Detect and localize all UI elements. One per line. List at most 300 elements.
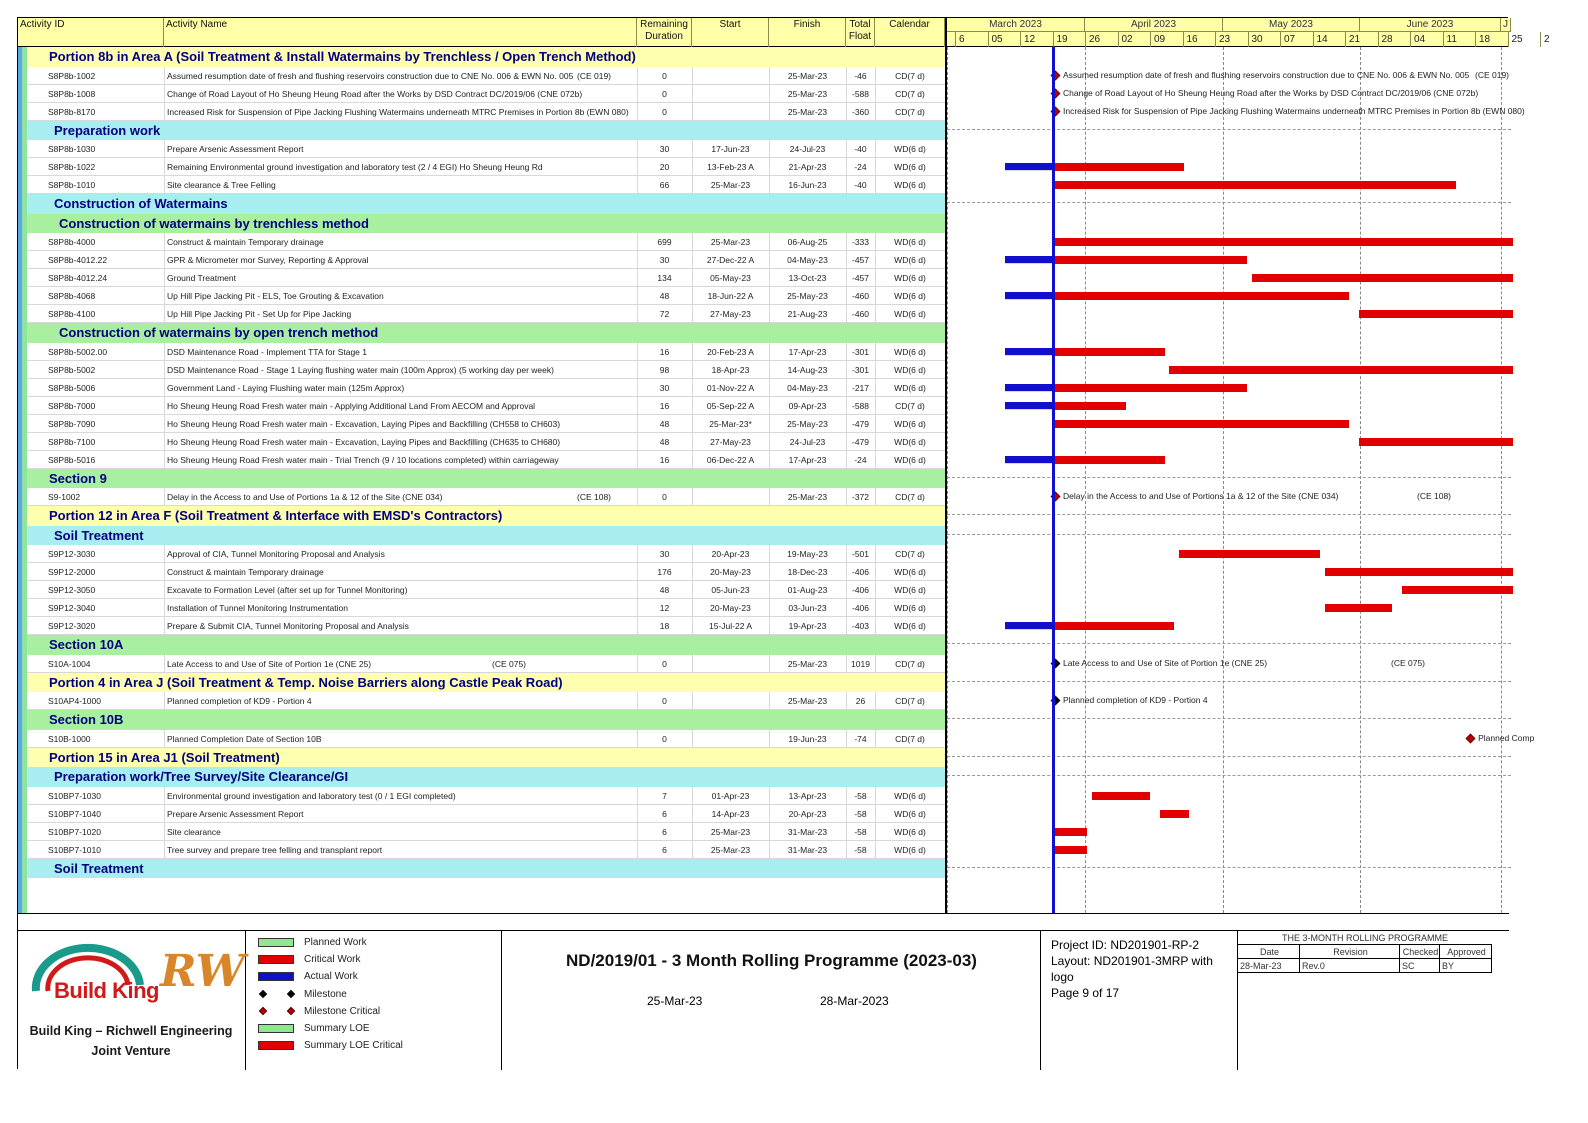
column-separator (769, 451, 770, 469)
column-separator (846, 730, 847, 748)
calendar-cell: WD(6 d) (894, 454, 926, 465)
table-row[interactable] (27, 287, 945, 305)
legend-box (246, 931, 502, 1070)
logo-mark: RW (160, 946, 246, 997)
legend-diamond-icon (259, 989, 267, 997)
activity-name-cell: Installation of Tunnel Monitoring Instrumentation (167, 603, 348, 613)
programme-title: ND/2019/01 - 3 Month Rolling Programme (2023-03) (566, 951, 977, 970)
calendar-cell: WD(6 d) (894, 346, 926, 357)
activity-id-cell: S8P8b-4012.22 (48, 255, 108, 265)
finish-date-cell: 25-Mar-23 (787, 696, 828, 706)
timeline-day-label: 28 (1381, 34, 1393, 45)
column-separator (846, 176, 847, 194)
activity-id-cell: S8P8b-5002 (48, 364, 96, 375)
critical-work-bar[interactable] (1252, 274, 1513, 282)
timeline-day-label: 18 (1479, 34, 1491, 45)
table-row[interactable] (27, 655, 945, 673)
start-date-cell: 27-May-23 (710, 436, 751, 447)
critical-work-bar[interactable] (1053, 402, 1126, 410)
total-float-cell: -479 (851, 436, 869, 447)
legend-label: Milestone Critical (304, 1005, 381, 1017)
table-row[interactable] (27, 103, 945, 121)
actual-work-bar[interactable] (1005, 456, 1054, 464)
column-separator (164, 563, 165, 581)
wbs-group-header[interactable]: Portion 12 in Area F (Soil Treatment & Interface with EMSD's Contractors) (27, 506, 945, 526)
timeline-day-tick (1183, 32, 1184, 47)
column-separator (164, 269, 165, 287)
timeline-day-tick (1540, 32, 1541, 47)
column-separator (846, 67, 847, 85)
table-row[interactable] (27, 581, 945, 599)
remaining-duration-cell: 6 (662, 808, 667, 819)
column-separator (692, 287, 693, 305)
activity-name-cell: Construct & maintain Temporary drainage (167, 237, 324, 247)
table-row[interactable] (27, 305, 945, 323)
total-float-cell: -588 (851, 400, 869, 411)
column-separator (692, 581, 693, 599)
column-separator (637, 103, 638, 121)
critical-work-bar[interactable] (1053, 256, 1247, 264)
column-separator (164, 581, 165, 599)
wbs-group-header[interactable]: Preparation work/Tree Survey/Site Clearance/GI (27, 767, 945, 787)
calendar-cell: CD(7 d) (895, 88, 925, 99)
column-separator (769, 563, 770, 581)
activity-name-cell: Site clearance (167, 826, 221, 837)
remaining-duration-cell: 98 (659, 364, 670, 375)
wbs-group-header[interactable]: Portion 4 in Area J (Soil Treatment & Temp. Noise Barriers along Castle Peak Road) (27, 673, 945, 693)
header-activity-name[interactable]: Activity Name (164, 18, 637, 47)
table-row[interactable] (27, 85, 945, 103)
calendar-cell: WD(6 d) (894, 826, 926, 837)
column-separator (637, 379, 638, 397)
wbs-group-header[interactable]: Construction of Watermains (27, 194, 945, 214)
timeline-day-label: 2 (1544, 34, 1550, 45)
remaining-duration-cell: 30 (659, 144, 670, 154)
column-separator (637, 176, 638, 194)
column-separator (637, 397, 638, 415)
total-float-cell: -40 (854, 180, 867, 190)
total-float-cell: -301 (851, 346, 869, 357)
critical-work-bar[interactable] (1053, 846, 1087, 854)
column-separator (769, 67, 770, 85)
revision-row (1238, 959, 1492, 973)
critical-work-bar[interactable] (1053, 348, 1165, 356)
total-float-cell: -403 (851, 621, 869, 631)
column-separator (164, 85, 165, 103)
title-box (502, 931, 1041, 1070)
company-line-2: Joint Venture (91, 1044, 171, 1058)
critical-work-bar[interactable] (1053, 384, 1247, 392)
column-separator (164, 103, 165, 121)
title-block (18, 913, 1509, 1070)
column-separator (769, 488, 770, 506)
column-separator (637, 251, 638, 269)
wbs-group-header[interactable]: Portion 15 in Area J1 (Soil Treatment) (27, 748, 945, 768)
column-separator (637, 617, 638, 635)
column-separator (875, 545, 876, 563)
table-row[interactable] (27, 451, 945, 469)
timeline-day-label: 19 (1056, 34, 1068, 45)
timeline-band-line (947, 718, 1511, 719)
timeline-day-label: 23 (1219, 34, 1231, 45)
critical-work-bar[interactable] (1402, 586, 1513, 594)
actual-work-bar[interactable] (1005, 163, 1054, 171)
start-date-cell (692, 85, 769, 103)
activity-id-cell: S8P8b-8170 (48, 106, 96, 117)
table-row[interactable] (27, 692, 945, 710)
calendar-cell: CD(7 d) (895, 492, 925, 502)
start-date-cell: 17-Jun-23 (711, 144, 750, 154)
column-separator (692, 251, 693, 269)
critical-work-bar[interactable] (1053, 181, 1456, 189)
wbs-group-header[interactable]: Soil Treatment (27, 859, 945, 879)
column-separator (769, 823, 770, 841)
table-row[interactable] (27, 379, 945, 397)
timeline-day-label: 25 (1511, 34, 1523, 45)
column-separator (769, 730, 770, 748)
column-separator (692, 85, 693, 103)
calendar-cell: WD(6 d) (894, 603, 926, 613)
timeline-day-label: 16 (1186, 34, 1198, 45)
table-row[interactable] (27, 343, 945, 361)
table-row[interactable] (27, 841, 945, 859)
activity-id-cell: S9-1002 (48, 492, 81, 502)
column-separator (846, 251, 847, 269)
calendar-cell: CD(7 d) (895, 733, 925, 744)
column-separator (846, 488, 847, 506)
finish-date-cell: 17-Apr-23 (788, 346, 827, 357)
timeline-day-tick (1215, 32, 1216, 47)
header-start[interactable]: Start (692, 18, 769, 47)
remaining-duration-cell: 30 (659, 255, 670, 265)
table-row[interactable] (27, 563, 945, 581)
finish-date-cell: 24-Jul-23 (789, 144, 826, 154)
critical-work-bar[interactable] (1359, 310, 1513, 318)
remaining-duration-cell: 20 (659, 162, 670, 172)
start-date-cell (692, 488, 769, 506)
table-row[interactable] (27, 545, 945, 563)
finish-date-cell: 25-Mar-23 (787, 492, 828, 502)
table-row[interactable] (27, 233, 945, 251)
calendar-cell: CD(7 d) (895, 549, 925, 559)
legend-diamond-icon (287, 1007, 295, 1015)
column-separator (846, 433, 847, 451)
table-row[interactable] (27, 599, 945, 617)
calendar-cell: CD(7 d) (895, 70, 925, 81)
column-separator (769, 841, 770, 859)
revision-cell: 28-Mar-23 (1238, 959, 1300, 973)
critical-work-bar[interactable] (1325, 568, 1513, 576)
finish-date-cell: 01-Aug-23 (787, 585, 828, 595)
column-separator (164, 433, 165, 451)
milestone-label: Increased Risk for Suspension of Pipe Jacking Flushing Watermains underneath MTRC Premises in Portion 8b (EWN 080) (1063, 105, 1525, 116)
activity-name-cell: Ground Treatment (167, 273, 236, 283)
calendar-cell: WD(6 d) (894, 844, 926, 855)
timeline-day-tick (1248, 32, 1249, 47)
activity-name-cell: Ho Sheung Heung Road Fresh water main - Excavation, Laying Pipes and Backfilling (CH558 to CH603) (167, 418, 561, 429)
legend-label: Summary LOE (304, 1023, 370, 1034)
column-separator (637, 361, 638, 379)
activity-id-cell: S10BP7-1010 (48, 844, 101, 855)
column-separator (164, 140, 165, 158)
remaining-duration-cell: 0 (662, 492, 667, 502)
column-separator (692, 103, 693, 121)
table-row[interactable] (27, 140, 945, 158)
column-separator (164, 251, 165, 269)
table-row[interactable] (27, 433, 945, 451)
calendar-cell: WD(6 d) (894, 808, 926, 819)
remaining-duration-cell: 0 (662, 658, 667, 669)
timeline-day-tick (1443, 32, 1444, 47)
column-separator (846, 655, 847, 673)
finish-date-cell: 21-Apr-23 (788, 162, 827, 172)
timeline-month-label: June 2023 (1360, 18, 1501, 32)
table-row[interactable] (27, 730, 945, 748)
legend-label: Actual Work (304, 971, 358, 983)
table-row[interactable] (27, 67, 945, 85)
column-separator (769, 397, 770, 415)
column-separator (637, 451, 638, 469)
total-float-cell: 26 (855, 696, 866, 706)
wbs-group-header[interactable]: Portion 8b in Area A (Soil Treatment & Install Watermains by Trenchless / Open Trench Method) (27, 47, 945, 67)
column-separator (692, 379, 693, 397)
critical-work-bar[interactable] (1053, 456, 1165, 464)
start-date-cell: 06-Dec-22 A (706, 454, 755, 465)
start-date-cell: 14-Apr-23 (711, 808, 750, 819)
critical-work-bar[interactable] (1092, 792, 1150, 800)
revision-cell: SC (1400, 959, 1440, 973)
critical-work-bar[interactable] (1179, 550, 1320, 558)
activity-id-cell: S8P8b-5006 (48, 382, 96, 393)
timeline-day-tick (1410, 32, 1411, 47)
critical-work-bar[interactable] (1053, 163, 1184, 171)
column-separator (875, 823, 876, 841)
critical-work-bar[interactable] (1359, 438, 1513, 446)
column-separator (769, 379, 770, 397)
wbs-group-header[interactable]: Section 10A (27, 635, 945, 655)
finish-date-cell: 09-Apr-23 (788, 400, 827, 411)
critical-work-bar[interactable] (1053, 292, 1349, 300)
start-date-cell (692, 103, 769, 121)
timeline-day-tick (1378, 32, 1379, 47)
column-separator (846, 599, 847, 617)
table-row[interactable] (27, 397, 945, 415)
table-row[interactable] (27, 787, 945, 805)
column-separator (846, 415, 847, 433)
timeline-band-line (947, 681, 1511, 682)
column-separator (846, 563, 847, 581)
critical-work-bar[interactable] (1325, 604, 1393, 612)
finish-date-cell: 19-May-23 (787, 549, 828, 559)
timeline-month-gridline (1501, 47, 1502, 913)
finish-date-cell: 17-Apr-23 (788, 454, 827, 465)
timeline-band-line (947, 202, 1511, 203)
header-calendar[interactable]: Calendar (875, 18, 945, 47)
finish-date-cell: 21-Aug-23 (787, 309, 828, 319)
table-row[interactable] (27, 488, 945, 506)
calendar-cell: WD(6 d) (894, 790, 926, 801)
table-row[interactable] (27, 251, 945, 269)
start-date-cell (692, 692, 769, 710)
wbs-group-header[interactable]: Preparation work (27, 121, 945, 141)
column-separator (164, 655, 165, 673)
column-separator (875, 140, 876, 158)
column-separator (875, 397, 876, 415)
activity-name-cell: Planned completion of KD9 - Portion 4 (167, 696, 312, 706)
timeline-band-line (947, 514, 1511, 515)
timeline-month-gridline (1085, 47, 1086, 913)
timeline-month-gridline (1223, 47, 1224, 913)
column-separator (769, 415, 770, 433)
finish-date-cell: 25-Mar-23 (787, 106, 828, 117)
timeline-day-label: 30 (1251, 34, 1263, 45)
table-row[interactable] (27, 823, 945, 841)
wbs-group-header[interactable]: Construction of watermains by trenchless method (27, 214, 945, 234)
column-separator (846, 343, 847, 361)
actual-work-bar[interactable] (1005, 402, 1054, 410)
finish-date-cell: 19-Jun-23 (788, 733, 827, 744)
column-separator (875, 305, 876, 323)
remaining-duration-cell: 72 (659, 309, 670, 319)
column-separator (769, 176, 770, 194)
table-row[interactable] (27, 617, 945, 635)
revision-header-cell: Revision (1300, 945, 1400, 959)
calendar-cell: WD(6 d) (894, 273, 926, 283)
finish-date-cell: 18-Dec-23 (787, 567, 828, 577)
revision-box (1238, 931, 1509, 1070)
table-row[interactable] (27, 158, 945, 176)
activity-id-cell: S8P8b-1030 (48, 144, 96, 154)
calendar-cell: WD(6 d) (894, 180, 926, 190)
calendar-cell: WD(6 d) (894, 436, 926, 447)
timeline-day-tick (1313, 32, 1314, 47)
timeline-month-gridline (1360, 47, 1361, 913)
total-float-cell: -479 (851, 418, 869, 429)
company-name (28, 1021, 234, 1061)
timeline-day-label: 04 (1414, 34, 1426, 45)
total-float-cell: -501 (851, 549, 869, 559)
column-separator (164, 233, 165, 251)
wbs-group-header[interactable]: Construction of watermains by open trench method (27, 323, 945, 343)
column-separator (164, 343, 165, 361)
milestone-critical-icon[interactable] (1466, 733, 1476, 743)
total-float-cell: -74 (854, 733, 867, 744)
finish-date-cell: 14-Aug-23 (787, 364, 828, 375)
table-row[interactable] (27, 805, 945, 823)
total-float-cell: -406 (851, 603, 869, 613)
column-separator (637, 655, 638, 673)
critical-work-bar[interactable] (1053, 622, 1174, 630)
timeline-day-label: 12 (1024, 34, 1036, 45)
column-separator (769, 233, 770, 251)
column-separator (637, 305, 638, 323)
wbs-group-header[interactable]: Section 9 (27, 469, 945, 489)
critical-work-bar[interactable] (1160, 810, 1189, 818)
remaining-duration-cell: 48 (659, 585, 670, 595)
actual-work-bar[interactable] (1005, 292, 1054, 300)
critical-work-bar[interactable] (1169, 366, 1513, 374)
column-separator (164, 787, 165, 805)
column-separator (769, 158, 770, 176)
activity-name-cell: Approval of CIA, Tunnel Monitoring Proposal and Analysis (167, 549, 385, 559)
activity-note-cell: (CE 075) (492, 658, 527, 669)
column-separator (692, 233, 693, 251)
finish-date-cell: 20-Apr-23 (788, 808, 827, 819)
timeline-day-label: 09 (1154, 34, 1166, 45)
remaining-duration-cell: 0 (662, 696, 667, 706)
activity-id-cell: S10BP7-1030 (48, 790, 101, 801)
activity-id-cell: S9P12-3030 (48, 549, 96, 559)
column-separator (164, 545, 165, 563)
wbs-group-header[interactable]: Soil Treatment (27, 526, 945, 546)
column-separator (692, 841, 693, 859)
revision-header-row (1238, 945, 1492, 959)
legend-swatch (258, 1041, 294, 1050)
table-row[interactable] (27, 415, 945, 433)
column-separator (637, 433, 638, 451)
column-separator (692, 361, 693, 379)
table-row[interactable] (27, 176, 945, 194)
critical-work-bar[interactable] (1053, 420, 1349, 428)
timeline-header (945, 18, 1550, 47)
activity-id-cell: S8P8b-4000 (48, 237, 96, 247)
critical-work-bar[interactable] (1053, 828, 1087, 836)
activity-name-cell: Planned Completion Date of Section 10B (167, 733, 322, 744)
header-finish[interactable]: Finish (769, 18, 846, 47)
column-separator (769, 655, 770, 673)
timeline-band-line (947, 643, 1511, 644)
timeline-band-line (947, 867, 1511, 868)
column-separator (769, 617, 770, 635)
wbs-group-header[interactable]: Section 10B (27, 710, 945, 730)
header-total-float[interactable]: Total Float (846, 18, 875, 47)
start-date-cell: 25-Mar-23 (710, 844, 751, 855)
logo-brand: Build King (54, 978, 159, 1003)
actual-work-bar[interactable] (1005, 622, 1054, 630)
timeline-day-tick (988, 32, 989, 47)
activity-name-cell: Prepare & Submit CIA, Tunnel Monitoring Proposal and Analysis (167, 621, 409, 631)
finish-date-cell: 24-Jul-23 (789, 436, 826, 447)
column-separator (846, 158, 847, 176)
start-date-cell: 18-Jun-22 A (707, 291, 754, 301)
calendar-cell: CD(7 d) (895, 106, 925, 117)
header-activity-id[interactable]: Activity ID (18, 18, 164, 47)
finish-date-cell: 31-Mar-23 (787, 844, 828, 855)
timeline-band-line (947, 775, 1511, 776)
header-remaining-duration[interactable]: Remaining Duration (637, 18, 692, 47)
table-row[interactable] (27, 269, 945, 287)
legend-label: Milestone (304, 988, 347, 1000)
activity-id-cell: S10AP4-1000 (48, 696, 101, 706)
critical-work-bar[interactable] (1053, 238, 1513, 246)
column-separator (692, 787, 693, 805)
remaining-duration-cell: 48 (659, 291, 670, 301)
actual-work-bar[interactable] (1005, 384, 1054, 392)
finish-date-cell: 16-Jun-23 (788, 180, 827, 190)
company-line-1: Build King – Richwell Engineering (29, 1024, 233, 1038)
total-float-cell: -40 (854, 144, 867, 154)
actual-work-bar[interactable] (1005, 256, 1054, 264)
start-date-cell: 20-Feb-23 A (707, 346, 754, 357)
table-row[interactable] (27, 361, 945, 379)
timeline-month-label: March 2023 (947, 18, 1085, 32)
timeline-band-line (947, 756, 1511, 757)
total-float-cell: -333 (851, 237, 869, 247)
column-separator (875, 233, 876, 251)
start-date-cell: 25-Mar-23 (710, 180, 751, 190)
column-separator (846, 269, 847, 287)
actual-work-bar[interactable] (1005, 348, 1054, 356)
